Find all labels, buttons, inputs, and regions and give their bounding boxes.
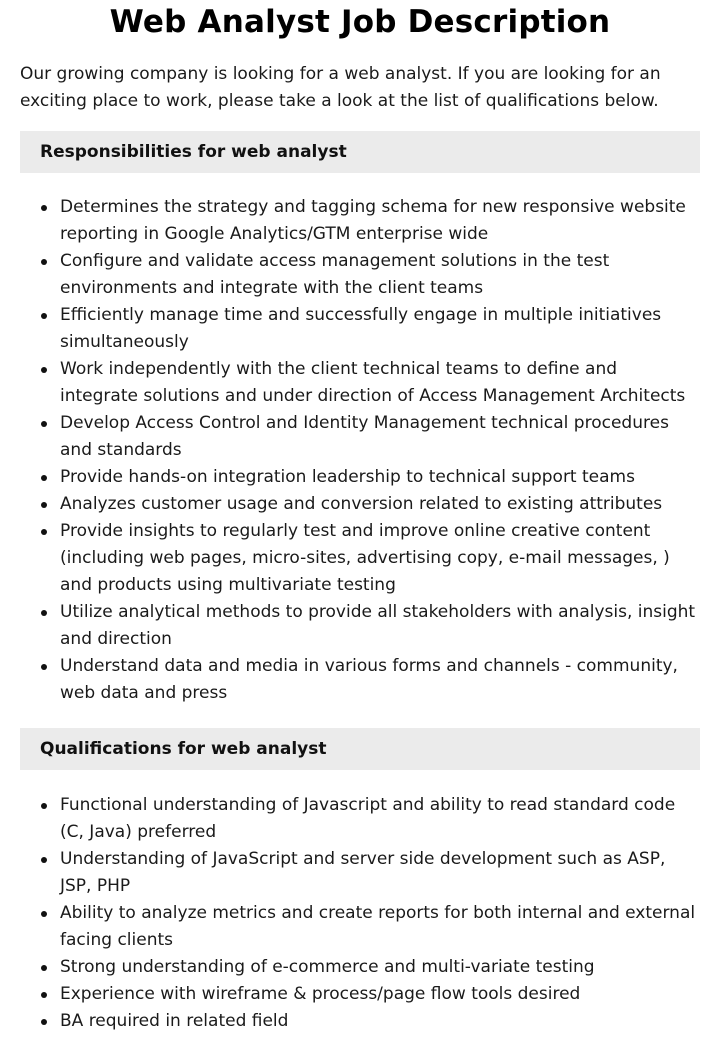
list-item-text: Strong understanding of e-commerce and multi-variate testing xyxy=(60,957,595,977)
list-item xyxy=(20,302,700,356)
bullet-icon xyxy=(41,965,47,971)
list-item xyxy=(20,491,700,518)
bullet-icon xyxy=(41,1019,47,1025)
list-item xyxy=(20,900,700,954)
list-item-text: Functional understanding of Javascript and ability to read standard code (C, Java) preferred xyxy=(60,795,676,842)
bullet-icon xyxy=(41,367,47,373)
list-item-text: Provide hands-on integration leadership to technical support teams xyxy=(60,467,635,487)
list-item-text: Determines the strategy and tagging schema for new responsive website reporting in Google Analytics/GTM enterprise wide xyxy=(60,197,686,244)
list-item-text: BA required in related field xyxy=(60,1011,289,1031)
list-item xyxy=(20,599,700,653)
page-title: Web Analyst Job Description xyxy=(109,4,611,40)
bullet-icon xyxy=(41,911,47,917)
responsibilities-list xyxy=(20,194,700,707)
list-item xyxy=(20,410,700,464)
list-item xyxy=(20,846,700,900)
bullet-icon xyxy=(41,421,47,427)
bullet-icon xyxy=(41,205,47,211)
qualifications-heading: Qualifications for web analyst xyxy=(20,728,700,770)
list-item-text: Develop Access Control and Identity Management technical procedures and standards xyxy=(60,413,669,460)
list-item-text: Ability to analyze metrics and create reports for both internal and external facing clients xyxy=(60,903,696,950)
list-item-text: Efficiently manage time and successfully engage in multiple initiatives simultaneously xyxy=(60,305,662,352)
bullet-icon xyxy=(41,475,47,481)
list-item-text: Provide insights to regularly test and improve online creative content (including web pages, micro-sites, advertising copy, e-mail messages, ) and products using multivariate testing xyxy=(60,521,670,595)
bullet-icon xyxy=(41,992,47,998)
bullet-icon xyxy=(41,313,47,319)
list-item-text: Configure and validate access management solutions in the test environments and integrate with the client teams xyxy=(60,251,610,298)
bullet-icon xyxy=(41,803,47,809)
list-item xyxy=(20,194,700,248)
qualifications-list xyxy=(20,792,700,1035)
bullet-icon xyxy=(41,857,47,863)
list-item xyxy=(20,248,700,302)
bullet-icon xyxy=(41,259,47,265)
list-item xyxy=(20,653,700,707)
list-item-text: Experience with wireframe & process/page flow tools desired xyxy=(60,984,581,1004)
list-item xyxy=(20,792,700,846)
intro-paragraph: Our growing company is looking for a web analyst. If you are looking for an exciting place to work, please take a look at the list of qualifications below. xyxy=(20,64,661,111)
list-item xyxy=(20,981,700,1008)
list-item-text: Understand data and media in various forms and channels - community, web data and press xyxy=(60,656,678,703)
list-item-text: Work independently with the client technical teams to define and integrate solutions and under direction of Access Management Architects xyxy=(60,359,686,406)
list-item xyxy=(20,954,700,981)
responsibilities-heading: Responsibilities for web analyst xyxy=(20,131,700,173)
bullet-icon xyxy=(41,610,47,616)
list-item-text: Understanding of JavaScript and server side development such as ASP, JSP, PHP xyxy=(60,849,666,896)
bullet-icon xyxy=(41,664,47,670)
bullet-icon xyxy=(41,502,47,508)
list-item xyxy=(20,356,700,410)
list-item xyxy=(20,518,700,599)
bullet-icon xyxy=(41,529,47,535)
list-item xyxy=(20,1008,700,1035)
list-item-text: Utilize analytical methods to provide all stakeholders with analysis, insight and direction xyxy=(60,602,696,649)
list-item xyxy=(20,464,700,491)
list-item-text: Analyzes customer usage and conversion related to existing attributes xyxy=(60,494,663,514)
